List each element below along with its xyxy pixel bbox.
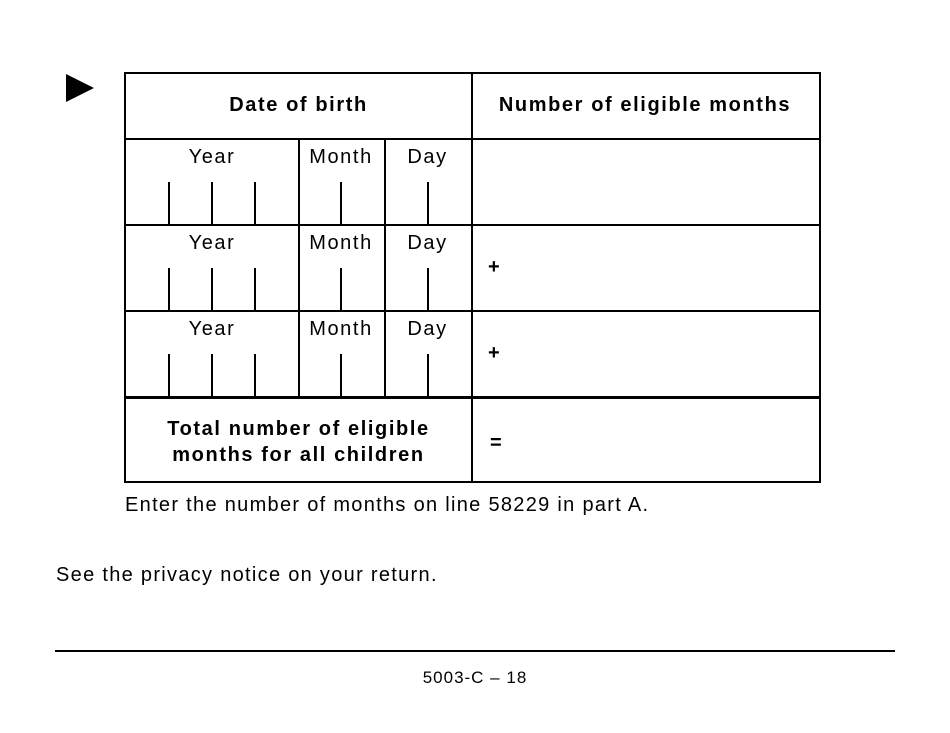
- page-number: 5003-C – 18: [422, 668, 528, 687]
- header-date-of-birth: Date of birth: [229, 94, 368, 116]
- column-divider: [471, 74, 473, 481]
- day-label: Day: [407, 318, 448, 340]
- month-label: Month: [309, 146, 373, 168]
- month-entry-field[interactable]: [298, 352, 384, 396]
- day-label: Day: [407, 146, 448, 168]
- total-months-field[interactable]: [516, 399, 819, 481]
- day-label: Day: [407, 232, 448, 254]
- month-label: Month: [309, 232, 373, 254]
- year-label: Year: [188, 232, 236, 254]
- eligible-months-field[interactable]: [516, 312, 819, 396]
- plus-operator: +: [488, 256, 500, 278]
- day-entry-field[interactable]: [384, 266, 471, 310]
- header-eligible-months: Number of eligible months: [498, 94, 792, 116]
- privacy-note: See the privacy notice on your return.: [56, 564, 438, 586]
- year-entry-field[interactable]: [126, 352, 298, 396]
- total-label: [126, 416, 471, 468]
- day-entry-field[interactable]: [384, 352, 471, 396]
- year-entry-field[interactable]: [126, 266, 298, 310]
- month-entry-field[interactable]: [298, 266, 384, 310]
- day-entry-field[interactable]: [384, 180, 471, 224]
- month-label: Month: [309, 318, 373, 340]
- year-label: Year: [188, 146, 236, 168]
- year-entry-field[interactable]: [126, 180, 298, 224]
- total-label-line2: months for all children: [172, 444, 425, 466]
- total-label-line1: Total number of eligible: [167, 418, 430, 440]
- pointer-arrow-icon: [66, 74, 94, 102]
- eligible-months-field[interactable]: [473, 140, 819, 224]
- instruction-text: Enter the number of months on line 58229 in part A.: [125, 494, 650, 516]
- year-label: Year: [188, 318, 236, 340]
- equals-operator: =: [490, 432, 502, 454]
- footer-rule: [55, 650, 895, 652]
- plus-operator: +: [488, 342, 500, 364]
- eligible-months-field[interactable]: [516, 226, 819, 310]
- eligible-months-table: [124, 72, 821, 483]
- month-entry-field[interactable]: [298, 180, 384, 224]
